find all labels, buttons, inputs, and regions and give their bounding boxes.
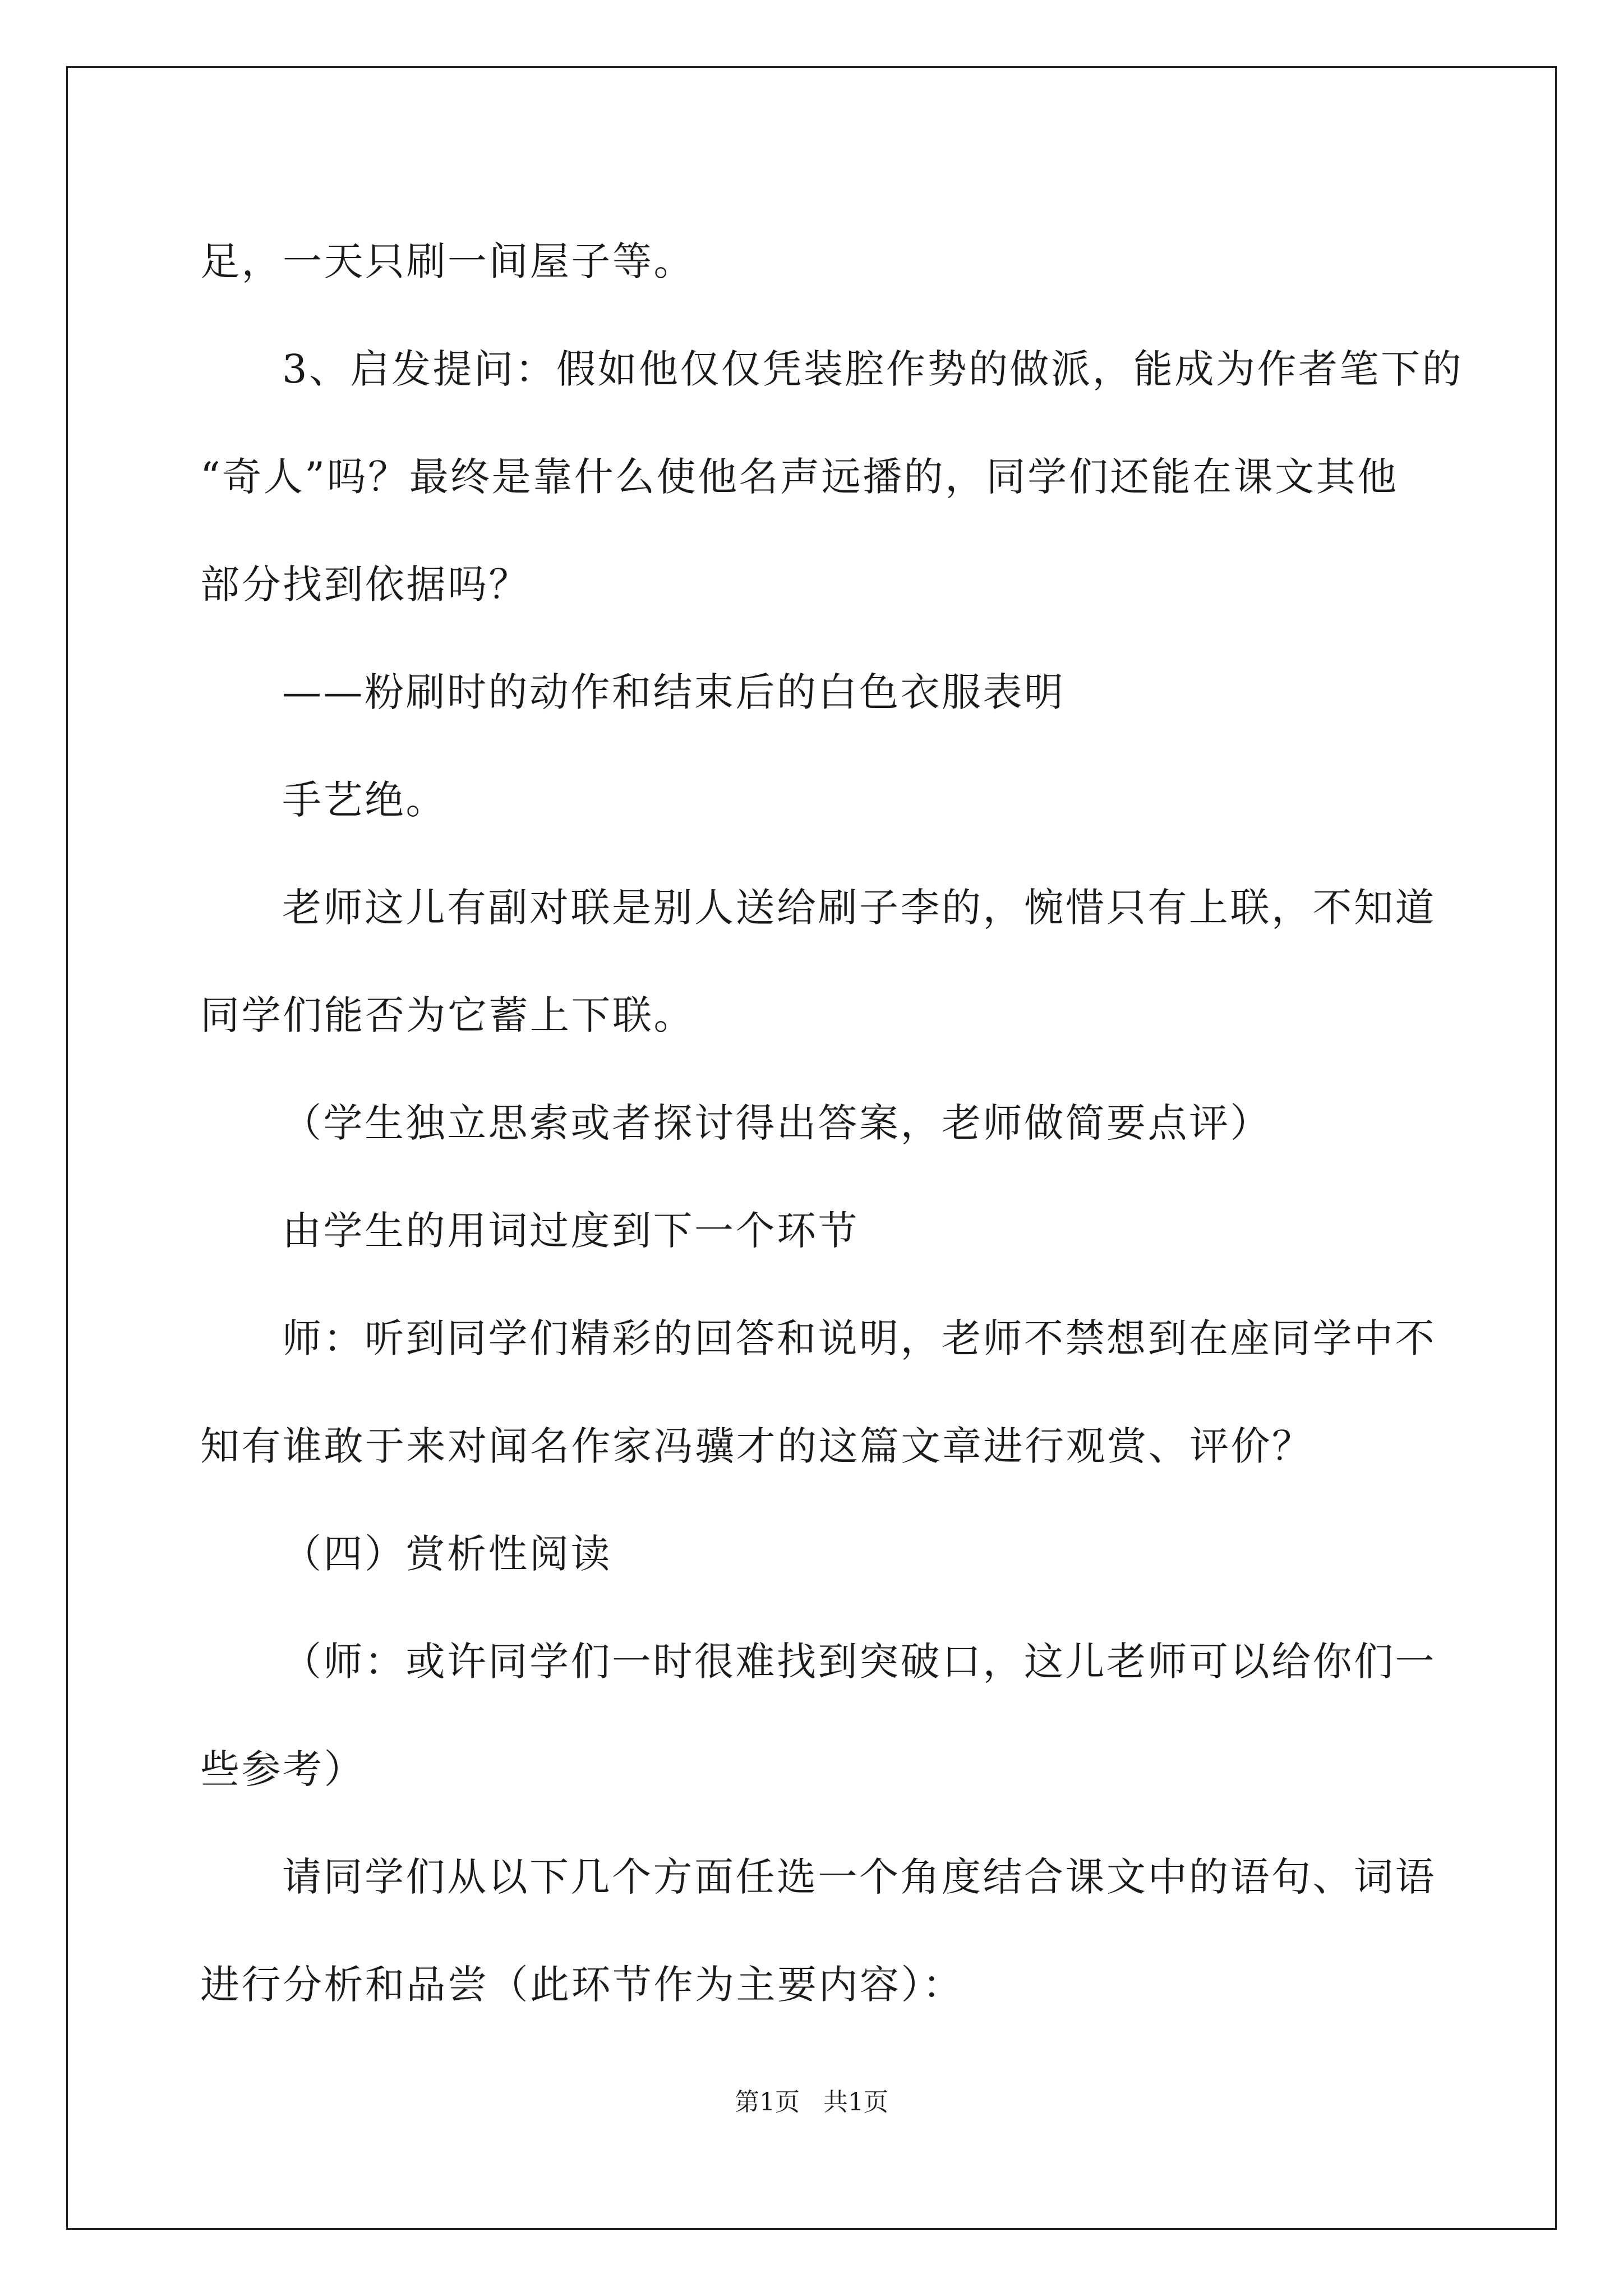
paragraph-line: 请同学们从以下几个方面任选一个角度结合课文中的语句、词语 bbox=[282, 1854, 1436, 1900]
paragraph-line: （师：或许同学们一时很难找到突破口，这儿老师可以给你们一 bbox=[282, 1639, 1436, 1685]
paragraph-line: 些参考） bbox=[200, 1746, 365, 1792]
paragraph-line: “奇人”吗？最终是靠什么使他名声远播的，同学们还能在课文其他 bbox=[200, 454, 1399, 500]
paragraph-line: 进行分析和品尝（此环节作为主要内容）： bbox=[200, 1962, 964, 2008]
paragraph-line: 部分找到依据吗？ bbox=[200, 562, 530, 608]
paragraph-line: 3、启发提问：假如他仅仅凭装腔作势的做派，能成为作者笔下的 bbox=[282, 346, 1464, 392]
paragraph-line: 由学生的用词过度到下一个环节 bbox=[282, 1208, 859, 1254]
document-body bbox=[200, 208, 1464, 2039]
section-heading: （四）赏析性阅读 bbox=[282, 1531, 612, 1577]
paragraph-line: ——粉刷时的动作和结束后的白色衣服表明 bbox=[282, 669, 1066, 715]
page-number-footer: 第1页 共1页 bbox=[735, 2088, 888, 2116]
paragraph-line: 同学们能否为它蓄上下联。 bbox=[200, 992, 695, 1038]
paragraph-line: （学生独立思索或者探讨得出答案，老师做简要点评） bbox=[282, 1100, 1271, 1146]
paragraph-line: 足，一天只刷一间屋子等。 bbox=[200, 238, 695, 284]
paragraph-line: 知有谁敢于来对闻名作家冯骥才的这篇文章进行观赏、评价？ bbox=[200, 1423, 1313, 1469]
paragraph-line: 老师这儿有副对联是别人送给刷子李的，惋惜只有上联，不知道 bbox=[282, 885, 1436, 931]
paragraph-line: 师：听到同学们精彩的回答和说明，老师不禁想到在座同学中不 bbox=[282, 1315, 1436, 1361]
paragraph-line: 手艺绝。 bbox=[282, 777, 447, 823]
